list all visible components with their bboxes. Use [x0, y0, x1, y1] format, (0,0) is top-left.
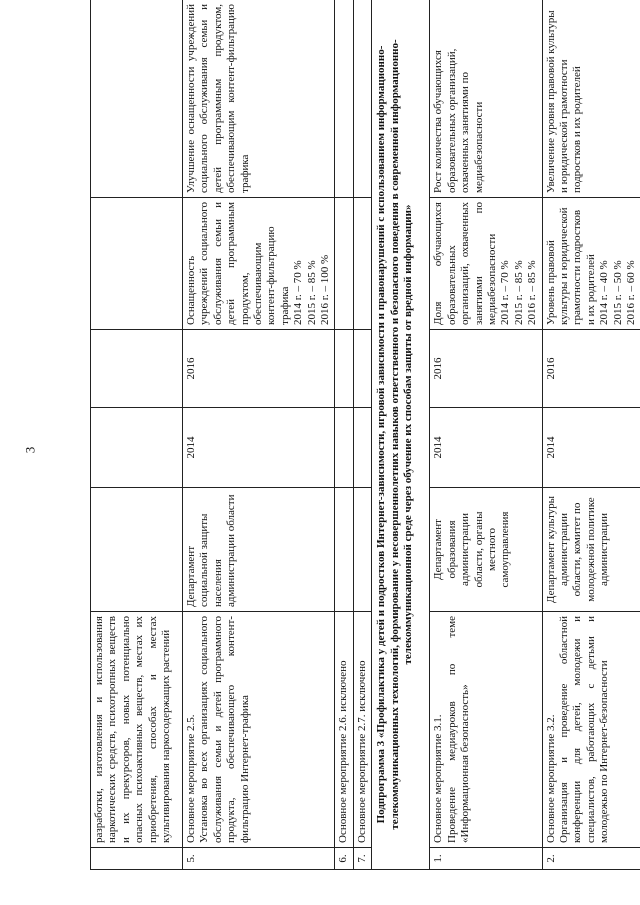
- row-number: 7.: [353, 848, 371, 870]
- subprogram-heading: Подпрограмма 3 «Профилактика у детей и подростков Интернет-зависимости, игровой зависимости и правонарушений с использованием информационно-телекоммуникационных технологий, формирование у несовершеннолетних навыков ответственного и безопасного поведения в современной информационно-телекоммуникационной среде через обучение их способам защиты от вредной информации»: [372, 0, 430, 870]
- empty-cell: [353, 198, 371, 330]
- result-cell: [91, 198, 183, 330]
- end-year-cell: 2016: [542, 330, 640, 408]
- empty-cell: [335, 408, 353, 488]
- empty-cell: [353, 488, 371, 612]
- row-number: [91, 848, 183, 870]
- empty-cell: [353, 0, 371, 198]
- event-description: Установка во всех организациях социального обслуживания семьи и детей программного продукта, обеспечивающего контент-фильтрацию Интернет-трафика: [198, 616, 251, 843]
- start-year-cell: 2014: [542, 408, 640, 488]
- table-row: [353, 0, 371, 870]
- end-year-cell: 2016: [430, 330, 542, 408]
- result-value: 2016 г. – 85 %: [526, 260, 539, 325]
- result-text: Доля обучающихся образовательных организаций, охваченных занятиями по медиабезопасности: [432, 202, 498, 325]
- table-row: [91, 0, 183, 870]
- event-description: Основное мероприятие 2.7. исключено: [353, 612, 371, 848]
- end-year-cell: [91, 330, 183, 408]
- result-value: 2015 г. – 85 %: [305, 260, 318, 325]
- row-number: 6.: [335, 848, 353, 870]
- result-value: 2016 г. – 60 %: [624, 260, 637, 325]
- result-text: Оснащенность учреждений социального обслуживания семьи и детей программным продуктом, обеспечивающим контент-фильтрацию трафика: [185, 202, 291, 325]
- table-row: [335, 0, 353, 870]
- start-year-cell: 2014: [183, 408, 335, 488]
- row-number: 5.: [183, 848, 335, 870]
- empty-cell: [353, 330, 371, 408]
- executor-cell: Департамент культуры администрации области, комитет по молодежной политике администрации: [542, 488, 640, 612]
- program-events-table: [90, 0, 640, 870]
- start-year-cell: [91, 408, 183, 488]
- event-description: разработки, изготовления и использования наркотических средств, психотропных веществ и их прекурсоров, новых потенциально опасных психоактивных веществ, местах их приобретения, способах и местах культивирования наркосодержащих растений: [91, 612, 183, 848]
- event-description: Основное мероприятие 2.6. исключено: [335, 612, 353, 848]
- result-value: 2014 г. – 40 %: [598, 260, 611, 325]
- empty-cell: [353, 408, 371, 488]
- executor-cell: Департамент образования администрации области, органы местного самоуправления: [430, 488, 542, 612]
- executor-cell: Департамент социальной защиты населения администрации области: [183, 488, 335, 612]
- result-text: Уровень правовой культуры и юридической грамотности подростков и их родителей: [544, 207, 597, 325]
- start-year-cell: 2014: [430, 408, 542, 488]
- event-description: Проведение медиауроков по теме «Информационная безопасность»: [445, 616, 472, 843]
- link-cell: Рост количества обучающихся образовательных организаций, охваченных занятиями по медиабезопасности: [430, 0, 542, 198]
- event-title: Основное мероприятие 3.1.: [432, 714, 445, 843]
- result-value: 2015 г. – 50 %: [611, 260, 624, 325]
- empty-cell: [335, 198, 353, 330]
- result-value: 2015 г. – 85 %: [512, 260, 525, 325]
- row-number: 2.: [542, 848, 640, 870]
- link-cell: Улучшение оснащенности учреждений социального обслуживания семьи и детей программным продуктом, обеспечивающим контент-фильтрацию трафика: [183, 0, 335, 198]
- subprogram-row: [372, 0, 430, 870]
- page-number: 3: [22, 446, 38, 454]
- empty-cell: [335, 330, 353, 408]
- row-number: 1.: [430, 848, 542, 870]
- event-title: Основное мероприятие 3.2.: [544, 714, 557, 843]
- result-cell: [430, 198, 542, 330]
- event-cell: [430, 612, 542, 848]
- result-cell: [542, 198, 640, 330]
- event-cell: [183, 612, 335, 848]
- event-cell: [542, 612, 640, 848]
- link-cell: Увеличение уровня правовой культуры и юридической грамотности подростков и их родителей: [542, 0, 640, 198]
- result-value: 2014 г. – 70 %: [292, 260, 305, 325]
- table-row: [183, 0, 335, 870]
- event-title: Основное мероприятие 2.5.: [185, 714, 197, 843]
- table-row: [430, 0, 542, 870]
- program-table-sheet: [90, 0, 640, 870]
- empty-cell: [335, 0, 353, 198]
- event-description: Организация и проведение областной конференции для детей, молодежи и специалистов, работающих с детьми и молодежью по Интернет-безопасности: [557, 616, 611, 843]
- result-value: 2014 г. – 70 %: [499, 260, 512, 325]
- result-value: 2016 г. – 100 %: [319, 254, 332, 325]
- result-cell: [183, 198, 335, 330]
- table-row: [542, 0, 640, 870]
- end-year-cell: 2016: [183, 330, 335, 408]
- executor-cell: [91, 488, 183, 612]
- link-cell: [91, 0, 183, 198]
- empty-cell: [335, 488, 353, 612]
